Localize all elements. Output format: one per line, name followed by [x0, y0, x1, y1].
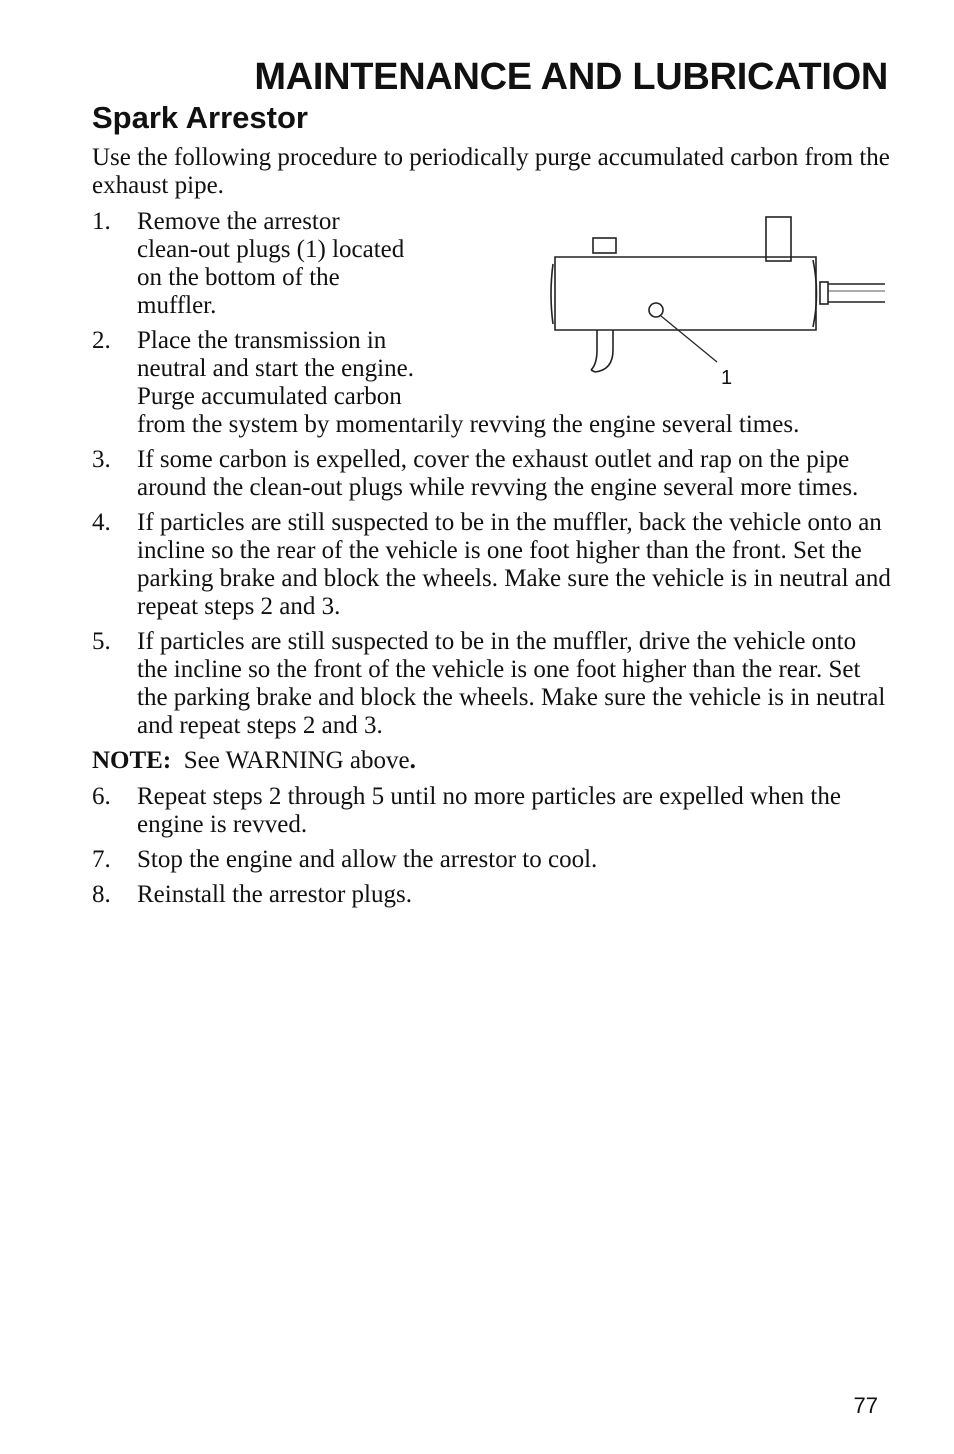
muffler-diagram [545, 212, 885, 392]
note-label: NOTE: [92, 747, 172, 774]
note [92, 747, 892, 775]
step-5 [92, 628, 892, 740]
plug-callout: 1 [721, 367, 733, 389]
mount-bracket [593, 238, 616, 253]
note-period: . [409, 747, 416, 774]
step-number: 1. [92, 208, 111, 235]
step-text: Stop the engine and allow the arrestor to cool. [137, 846, 598, 873]
step-number: 5. [92, 628, 111, 655]
step-text: If particles are still suspected to be in the muffler, back the vehicle onto an incline so the rear of the vehicle is one foot higher than the front. Set the parking brake and block the wheels. Make sure the vehicle is in neutral and repeat steps 2 and 3. [137, 509, 891, 620]
muffler-illustration [545, 212, 885, 392]
step-4 [92, 509, 892, 621]
section-title: Spark Arrestor [92, 100, 308, 135]
step-7 [92, 846, 892, 874]
step-text: If some carbon is expelled, cover the exhaust outlet and rap on the pipe around the clean-out plugs while revving the engine several more times. [137, 446, 859, 501]
note-text: See WARNING above [171, 747, 410, 774]
step-8 [92, 881, 892, 909]
page-number: 77 [853, 1393, 878, 1418]
step-number: 4. [92, 509, 111, 536]
step-text: Reinstall the arrestor plugs. [137, 881, 412, 908]
intro-paragraph: Use the following procedure to periodically purge accumulated carbon from the exhaust pipe. [92, 144, 890, 199]
step-number: 2. [92, 327, 111, 354]
page-header: MAINTENANCE AND LUBRICATION [254, 56, 888, 98]
muffler-body [555, 257, 816, 330]
clean-out-plug [649, 303, 663, 317]
step-text: Place the transmission in neutral and start the engine. Purge accumulated carbon from the system by momentarily revving the engine several times. [137, 327, 800, 438]
step-text: Remove the arrestor clean-out plugs (1) located on the bottom of the muffler. [137, 208, 405, 319]
step-6 [92, 783, 892, 839]
step-number: 8. [92, 881, 111, 908]
step-number: 6. [92, 783, 111, 810]
step-number: 7. [92, 846, 111, 873]
step-3 [92, 446, 892, 502]
step-text: If particles are still suspected to be in the muffler, drive the vehicle onto the incline so the front of the vehicle is one foot higher than the rear. Set the parking brake and block the wheels. Make sure the vehicle is in neutral and repeat steps 2 and 3. [137, 628, 886, 739]
step-text: Repeat steps 2 through 5 until no more particles are expelled when the engine is revved. [137, 783, 841, 838]
muffler-tab [766, 217, 791, 261]
step-number: 3. [92, 446, 111, 473]
